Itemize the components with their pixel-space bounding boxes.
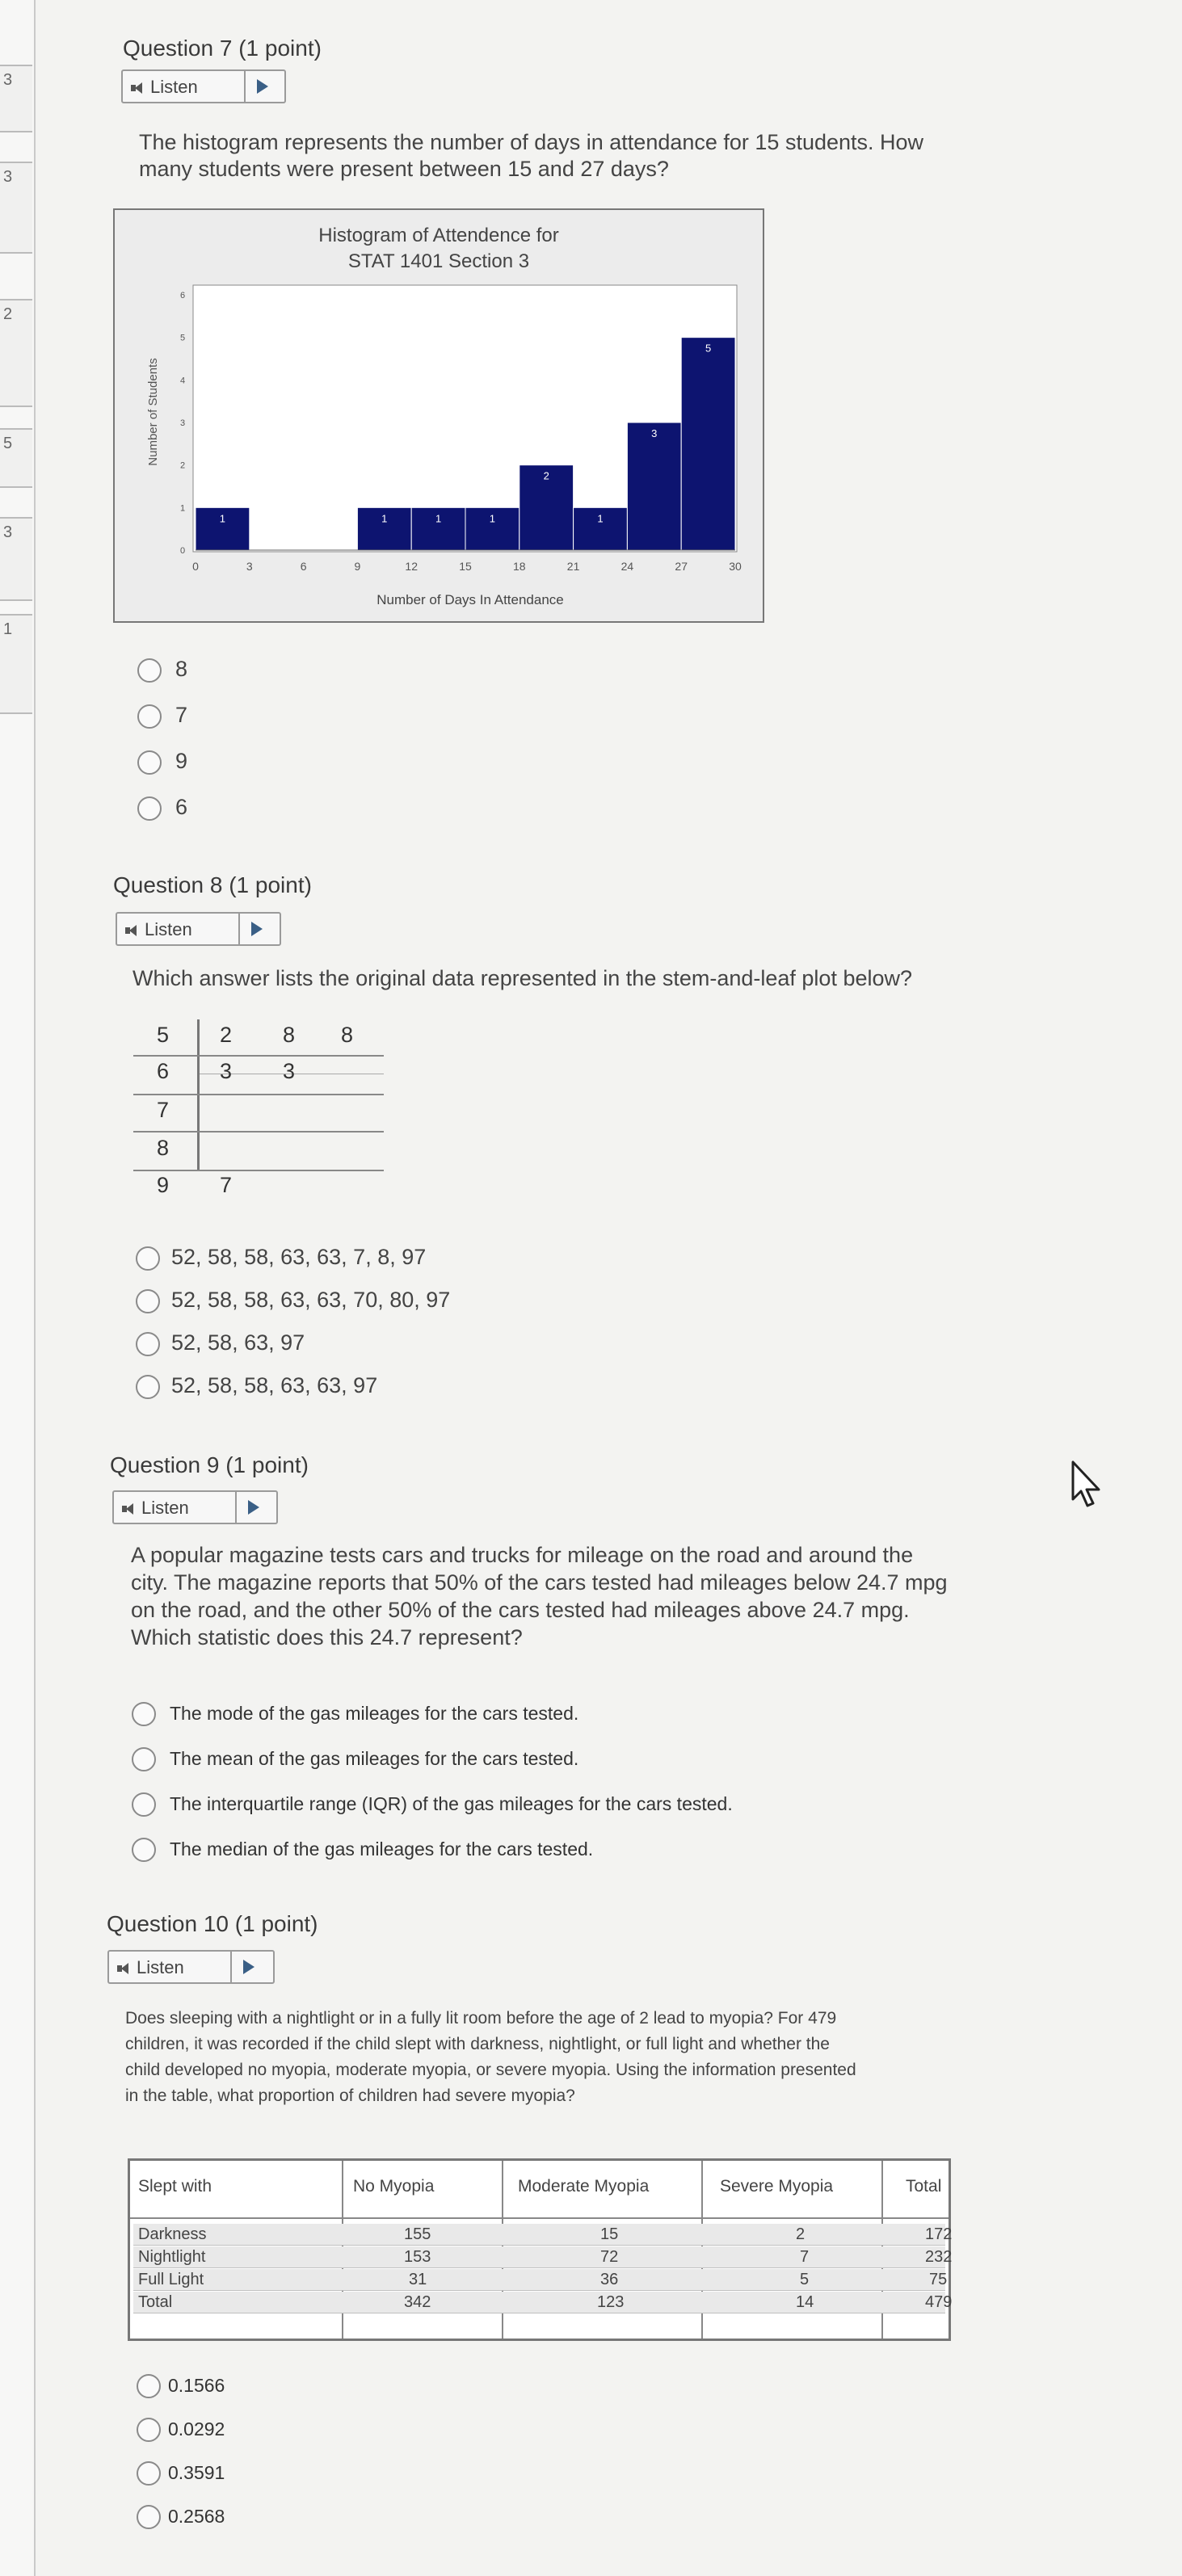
side-tab-mark: 2 bbox=[3, 305, 13, 323]
chart-subtitle: STAT 1401 Section 3 bbox=[347, 250, 530, 272]
q7-option-label[interactable]: 8 bbox=[175, 657, 188, 681]
q8-option-radio[interactable] bbox=[136, 1246, 160, 1271]
question-7-text-line: The histogram represents the number of days in attendance for 15 students. How bbox=[139, 130, 924, 154]
chart-title: Histogram of Attendence for bbox=[318, 225, 559, 246]
bar-data-label: 5 bbox=[705, 342, 712, 355]
x-tick-label: 3 bbox=[246, 560, 253, 573]
x-tick-label: 12 bbox=[405, 560, 418, 573]
y-tick-label: 2 bbox=[179, 460, 186, 471]
side-tab-mark: 1 bbox=[3, 620, 13, 638]
x-tick-label: 21 bbox=[566, 560, 580, 573]
table-header: Severe Myopia bbox=[720, 2177, 834, 2196]
question-7-title: Question 7 (1 point) bbox=[123, 36, 322, 61]
q8-option-radio[interactable] bbox=[136, 1375, 160, 1399]
listen-button-q7[interactable] bbox=[121, 69, 286, 103]
side-tab-mark: 3 bbox=[3, 168, 13, 186]
q10-option-label[interactable]: 0.0292 bbox=[168, 2418, 225, 2439]
myopia-table bbox=[128, 2158, 951, 2341]
mouse-cursor-icon bbox=[1066, 1460, 1108, 1512]
y-tick-label: 6 bbox=[179, 291, 186, 300]
play-icon[interactable] bbox=[248, 1500, 259, 1515]
leaf-value: 3 bbox=[220, 1059, 233, 1083]
x-tick-label: 27 bbox=[675, 560, 688, 573]
question-9-text-line: A popular magazine tests cars and trucks for mileage on the road and around the bbox=[131, 1543, 914, 1567]
stem-value: 6 bbox=[157, 1059, 170, 1083]
play-icon[interactable] bbox=[243, 1960, 254, 1974]
y-tick-label: 5 bbox=[179, 333, 186, 343]
y-tick-label: 3 bbox=[179, 418, 186, 428]
question-10-text bbox=[125, 2006, 856, 2109]
x-tick-label: 0 bbox=[192, 560, 199, 573]
q9-option-radio[interactable] bbox=[132, 1702, 156, 1726]
q7-option-label[interactable]: 7 bbox=[175, 703, 188, 727]
bar-data-label: 2 bbox=[543, 469, 549, 482]
side-tab-mark: 5 bbox=[3, 435, 13, 452]
question-10-text-line: Does sleeping with a nightlight or in a fully lit room before the age of 2 lead to myopia? For 479 bbox=[125, 2009, 837, 2028]
side-tab-mark: 3 bbox=[3, 71, 13, 89]
side-tab[interactable] bbox=[0, 614, 32, 714]
q9-option-label[interactable]: The mean of the gas mileages for the cars tested. bbox=[170, 1748, 579, 1769]
play-icon[interactable] bbox=[251, 922, 263, 936]
stem-value: 8 bbox=[157, 1136, 170, 1160]
bar-data-label: 1 bbox=[219, 512, 226, 525]
q7-option-label[interactable]: 6 bbox=[175, 795, 188, 819]
side-tab[interactable] bbox=[0, 162, 32, 254]
speaker-icon bbox=[125, 925, 140, 936]
y-tick-label: 4 bbox=[179, 376, 186, 386]
table-row: Darkness 155 15 2 172 bbox=[133, 2224, 945, 2246]
side-tab[interactable] bbox=[0, 299, 32, 407]
leaf-value: 2 bbox=[220, 1023, 233, 1047]
q7-option-label[interactable]: 9 bbox=[175, 749, 188, 773]
leaf-value: 3 bbox=[283, 1059, 296, 1083]
question-9-text-line: Which statistic does this 24.7 represent? bbox=[131, 1625, 523, 1649]
table-header: Total bbox=[906, 2177, 942, 2196]
y-axis-label: Number of Students bbox=[146, 358, 160, 466]
speaker-icon bbox=[131, 82, 145, 94]
histogram-panel bbox=[113, 208, 764, 623]
histogram-chart bbox=[115, 210, 763, 621]
listen-label: Listen bbox=[141, 1498, 189, 1518]
q10-option-label[interactable]: 0.1566 bbox=[168, 2375, 225, 2396]
leaf-value: 8 bbox=[341, 1023, 354, 1047]
leaf-value: 8 bbox=[283, 1023, 296, 1047]
play-icon[interactable] bbox=[257, 79, 268, 94]
bar-data-label: 1 bbox=[435, 512, 442, 525]
table-header: Moderate Myopia bbox=[518, 2177, 650, 2196]
q10-option-label[interactable]: 0.3591 bbox=[168, 2462, 225, 2483]
listen-label: Listen bbox=[145, 919, 192, 939]
side-tab[interactable] bbox=[0, 428, 32, 488]
table-row: Nightlight 153 72 7 232 bbox=[133, 2246, 945, 2268]
side-tab[interactable] bbox=[0, 517, 32, 601]
question-10-text-line: children, it was recorded if the child slept with darkness, nightlight, or full light and whether the bbox=[125, 2035, 830, 2053]
x-tick-label: 18 bbox=[513, 560, 526, 573]
q10-option-radio[interactable] bbox=[137, 2461, 161, 2486]
x-axis-label: Number of Days In Attendance bbox=[376, 592, 564, 607]
stem-value: 5 bbox=[157, 1023, 170, 1047]
question-7-text bbox=[139, 129, 923, 183]
table-row: Full Light 31 36 5 75 bbox=[133, 2269, 945, 2291]
y-tick-label: 1 bbox=[179, 503, 186, 514]
q9-option-label[interactable]: The mode of the gas mileages for the cars tested. bbox=[170, 1703, 579, 1724]
question-8-text: Which answer lists the original data represented in the stem-and-leaf plot below? bbox=[133, 966, 913, 990]
q8-option-label[interactable]: 52, 58, 58, 63, 63, 7, 8, 97 bbox=[171, 1245, 427, 1269]
q7-option-radio[interactable] bbox=[137, 750, 162, 775]
q10-option-radio[interactable] bbox=[137, 2418, 161, 2442]
listen-button-q10[interactable] bbox=[107, 1950, 275, 1984]
listen-button-q9[interactable] bbox=[112, 1490, 278, 1524]
leaf-value: 7 bbox=[220, 1173, 233, 1197]
side-tab[interactable] bbox=[0, 65, 32, 132]
q9-option-radio[interactable] bbox=[132, 1747, 156, 1771]
bar-data-label: 1 bbox=[597, 512, 604, 525]
stem-value: 7 bbox=[157, 1098, 170, 1122]
q8-option-radio[interactable] bbox=[136, 1289, 160, 1313]
side-tab-mark: 3 bbox=[3, 523, 13, 541]
x-tick-label: 24 bbox=[620, 560, 634, 573]
listen-label: Listen bbox=[150, 77, 198, 97]
question-10-text-line: child developed no myopia, moderate myopia, or severe myopia. Using the information presented bbox=[125, 2061, 856, 2079]
bar-data-label: 1 bbox=[381, 512, 388, 525]
bar-data-label: 1 bbox=[489, 512, 496, 525]
q10-option-radio[interactable] bbox=[137, 2374, 161, 2398]
q10-option-radio[interactable] bbox=[137, 2505, 161, 2529]
question-10-title: Question 10 (1 point) bbox=[107, 1911, 318, 1936]
q8-option-label[interactable]: 52, 58, 63, 97 bbox=[171, 1330, 305, 1355]
q8-option-label[interactable]: 52, 58, 58, 63, 63, 97 bbox=[171, 1373, 378, 1397]
bar-data-label: 3 bbox=[651, 427, 658, 439]
q7-option-radio[interactable] bbox=[137, 796, 162, 821]
x-tick-label: 9 bbox=[354, 560, 361, 573]
q7-option-radio[interactable] bbox=[137, 704, 162, 729]
listen-label: Listen bbox=[137, 1957, 184, 1977]
q8-option-label[interactable]: 52, 58, 58, 63, 63, 70, 80, 97 bbox=[171, 1288, 451, 1312]
listen-button-q8[interactable] bbox=[116, 912, 281, 946]
q9-option-radio[interactable] bbox=[132, 1792, 156, 1817]
question-8-title: Question 8 (1 point) bbox=[113, 872, 312, 897]
histogram-bar bbox=[681, 338, 735, 550]
table-header: No Myopia bbox=[353, 2177, 435, 2196]
table-header: Slept with bbox=[138, 2177, 212, 2196]
speaker-icon bbox=[117, 1963, 132, 1974]
question-10-text-line: in the table, what proportion of children had severe myopia? bbox=[125, 2086, 575, 2105]
q9-option-label[interactable]: The median of the gas mileages for the cars tested. bbox=[170, 1838, 594, 1860]
x-tick-label: 6 bbox=[300, 560, 307, 573]
q10-option-label[interactable]: 0.2568 bbox=[168, 2506, 225, 2527]
q9-option-label[interactable]: The interquartile range (IQR) of the gas mileages for the cars tested. bbox=[170, 1793, 733, 1814]
table-row: Total 342 123 14 479 bbox=[133, 2292, 945, 2313]
question-9-title: Question 9 (1 point) bbox=[110, 1452, 309, 1477]
x-tick-label: 30 bbox=[729, 560, 742, 573]
question-7-text-line: many students were present between 15 and 27 days? bbox=[139, 157, 669, 181]
question-9-text bbox=[131, 1541, 948, 1651]
y-tick-label: 0 bbox=[179, 546, 186, 556]
q9-option-radio[interactable] bbox=[132, 1838, 156, 1862]
question-9-text-line: city. The magazine reports that 50% of the cars tested had mileages below 24.7 mpg bbox=[131, 1570, 948, 1595]
histogram-bar bbox=[627, 422, 681, 550]
stem-value: 9 bbox=[157, 1173, 170, 1197]
question-9-text-line: on the road, and the other 50% of the cars tested had mileages above 24.7 mpg. bbox=[131, 1598, 910, 1622]
speaker-icon bbox=[122, 1503, 137, 1515]
q8-option-radio[interactable] bbox=[136, 1332, 160, 1356]
x-tick-label: 15 bbox=[459, 560, 472, 573]
q7-option-radio[interactable] bbox=[137, 658, 162, 683]
